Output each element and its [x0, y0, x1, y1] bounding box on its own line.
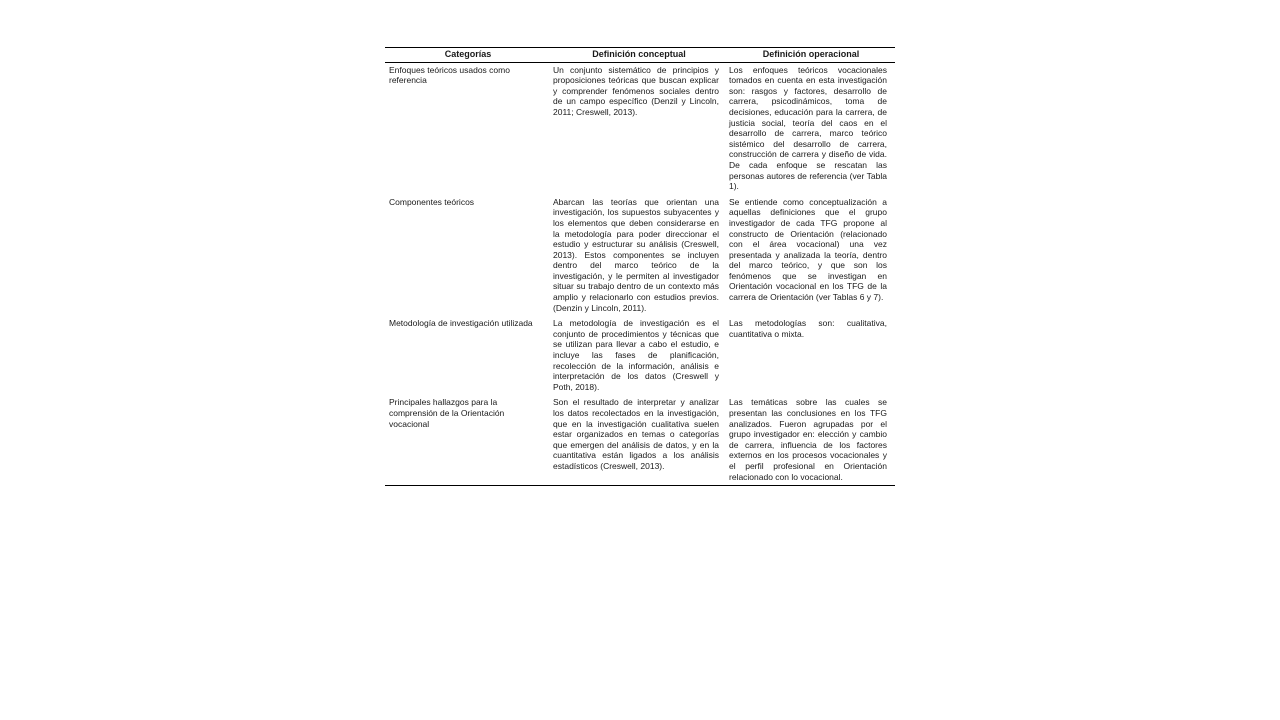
category-cell: Principales hallazgos para la comprensión de la Orientación vocacional: [385, 395, 551, 485]
column-header-definicion-operacional: Definición operacional: [727, 48, 895, 63]
category-cell: Metodología de investigación utilizada: [389, 318, 533, 329]
column-header-definicion-conceptual: Definición conceptual: [551, 48, 727, 63]
category-cell: Enfoques teóricos usados como referencia: [389, 64, 510, 86]
table-row: [385, 316, 895, 395]
conceptual-definition-cell: Son el resultado de interpretar y analizar los datos recolectados en la investigación, que en la investigación cualitativa suelen estar organizados en temas o categorías que emergen del análisis de datos, y en la cuantitativa están ligados a los análisis estadísticos (Creswell, 2013).: [551, 395, 727, 485]
conceptual-definition-cell: Un conjunto sistemático de principios y proposiciones teóricas que buscan explicar y comprender fenómenos sociales dentro de un campo específico (Denzil y Lincoln, 2011; Creswell, 2013).: [553, 64, 719, 117]
operational-definition-cell: Las metodologías son: cualitativa, cuantitativa o mixta.: [729, 318, 887, 339]
category-cell: Componentes teóricos: [389, 196, 475, 207]
operational-definition-cell: Los enfoques teóricos vocacionales tomados en cuenta en esta investigación son: rasgos y factores, desarrollo de carrera, psicodinámicos, toma de decisiones, educación para la carrera, de justicia social, teoría del caos en el desarrollo de carrera, marco teórico sistémico del desarrollo de carrera, construcción de carrera y diseño de vida. De cada enfoque se rescatan las personas autores de referencia (ver Tabla 1).: [729, 64, 887, 192]
conceptual-definition-cell: Abarcan las teorías que orientan una investigación, los supuestos subyacentes y los elementos que deben considerarse en la metodología para poder direccionar el estudio y estructurar su análisis (Creswell, 2013). Estos componentes se incluyen dentro del marco teórico de la investigación, y le permiten al investigador situar su trabajo dentro de un contexto más amplio y relacionarlo con estudios previos. (Denzin y Lincoln, 2011).: [553, 196, 719, 313]
table-row: [385, 395, 895, 485]
table-row: [385, 195, 895, 317]
definitions-table: [385, 47, 895, 486]
operational-definition-cell: Se entiende como conceptualización a aquellas definiciones que el grupo investigador de cada TFG propone al constructo de Orientación (relacionado con el área vocacional) una vez presentada y analizada la teoría, dentro del marco teórico, y que son los fenómenos que se investigan en Orientación vocacional en los TFG de la carrera de Orientación (ver Tablas 6 y 7).: [729, 196, 887, 303]
column-header-categorias: Categorías: [385, 48, 551, 63]
conceptual-definition-cell: La metodología de investigación es el conjunto de procedimientos y técnicas que se utilizan para llevar a cabo el estudio, e incluye las fases de planificación, recolección de la información, análisis e interpretación de los datos (Creswell y Poth, 2018).: [553, 318, 719, 392]
table-header-row: [385, 48, 895, 63]
table-row: [385, 62, 895, 195]
operational-definition-cell: Las temáticas sobre las cuales se presentan las conclusiones en los TFG analizados. Fueron agrupadas por el grupo investigador en: elección y cambio de carrera, influencia de los factores externos en los procesos vocacionales y el perfil profesional en Orientación relacionado con lo vocacional.: [727, 395, 895, 485]
